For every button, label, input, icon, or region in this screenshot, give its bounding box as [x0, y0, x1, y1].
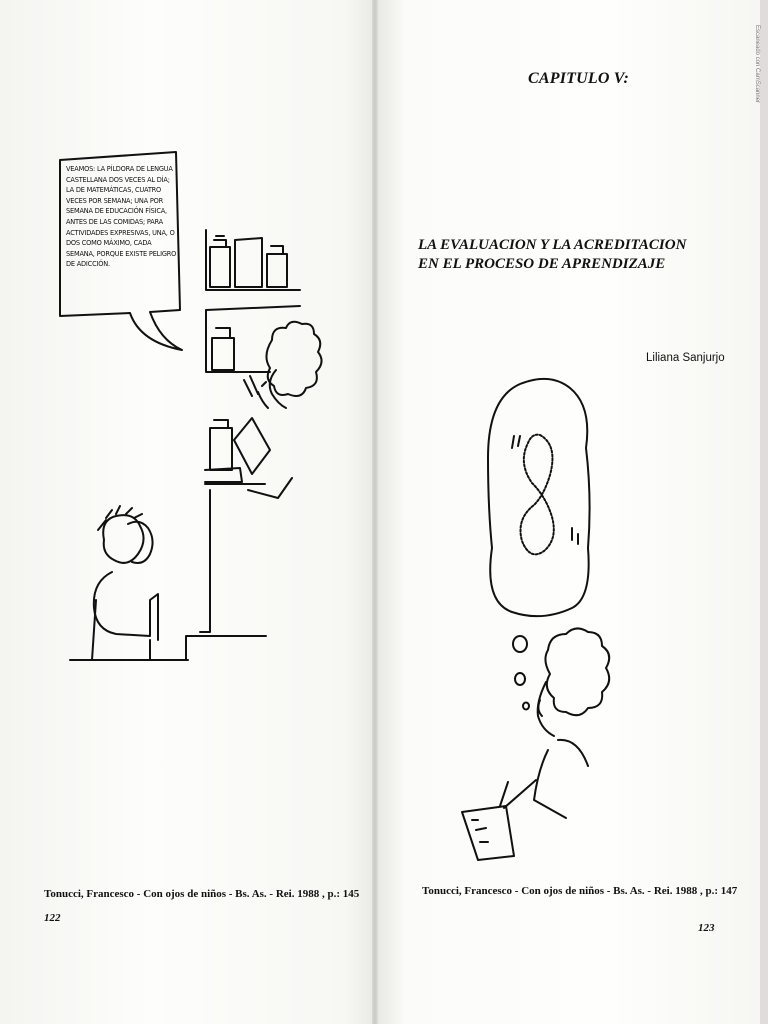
- scanner-watermark: Escaneado con CamScanner: [754, 25, 760, 104]
- left-caption: Tonucci, Francesco - Con ojos de niños - Bs. As. - Rei. 1988 , p.: 145: [44, 888, 360, 900]
- thought-dot-large: [513, 636, 527, 652]
- right-page-number: 123: [698, 922, 715, 934]
- thought-dot-medium: [515, 673, 525, 685]
- chapter-title: [418, 236, 738, 274]
- exam-paper: [462, 806, 514, 860]
- thought-dot-small: [523, 703, 529, 710]
- chapter-heading: CAPITULO V:: [528, 70, 630, 87]
- author-name: Liliana Sanjurjo: [646, 352, 725, 364]
- pencil-arm: [500, 780, 536, 808]
- left-page-number: 122: [44, 912, 61, 924]
- person-hair: [545, 628, 609, 715]
- number-eight: [521, 435, 554, 555]
- chapter-title-line-1: LA EVALUACION Y LA ACREDITACION: [418, 237, 687, 253]
- speech-bubble-text: VEAMOS: LA PÍLDORA DE LENGUA CASTELLANA DOS VECES AL DÍA; LA DE MATEMÁTICAS, CUATRO VECES POR SEMANA; UNA POR SEMANA DE EDUCACIÓN FÍSICA, ANTES DE LAS COMIDAS; PARA ACTIVIDADES EXPRESIVAS, UNA, O DOS COMO MÁXIMO, CADA SEMANA, PORQUE EXISTE PELIGRO DE ADICCIÓN.: [66, 165, 177, 269]
- right-caption: Tonucci, Francesco - Con ojos de niños - Bs. As. - Rei. 1988 , p.: 147: [422, 885, 738, 897]
- thought-bubble: [488, 379, 590, 616]
- person-body: [534, 740, 588, 818]
- chapter-title-line-2: EN EL PROCESO DE APRENDIZAJE: [418, 256, 666, 272]
- person-face: [538, 682, 554, 736]
